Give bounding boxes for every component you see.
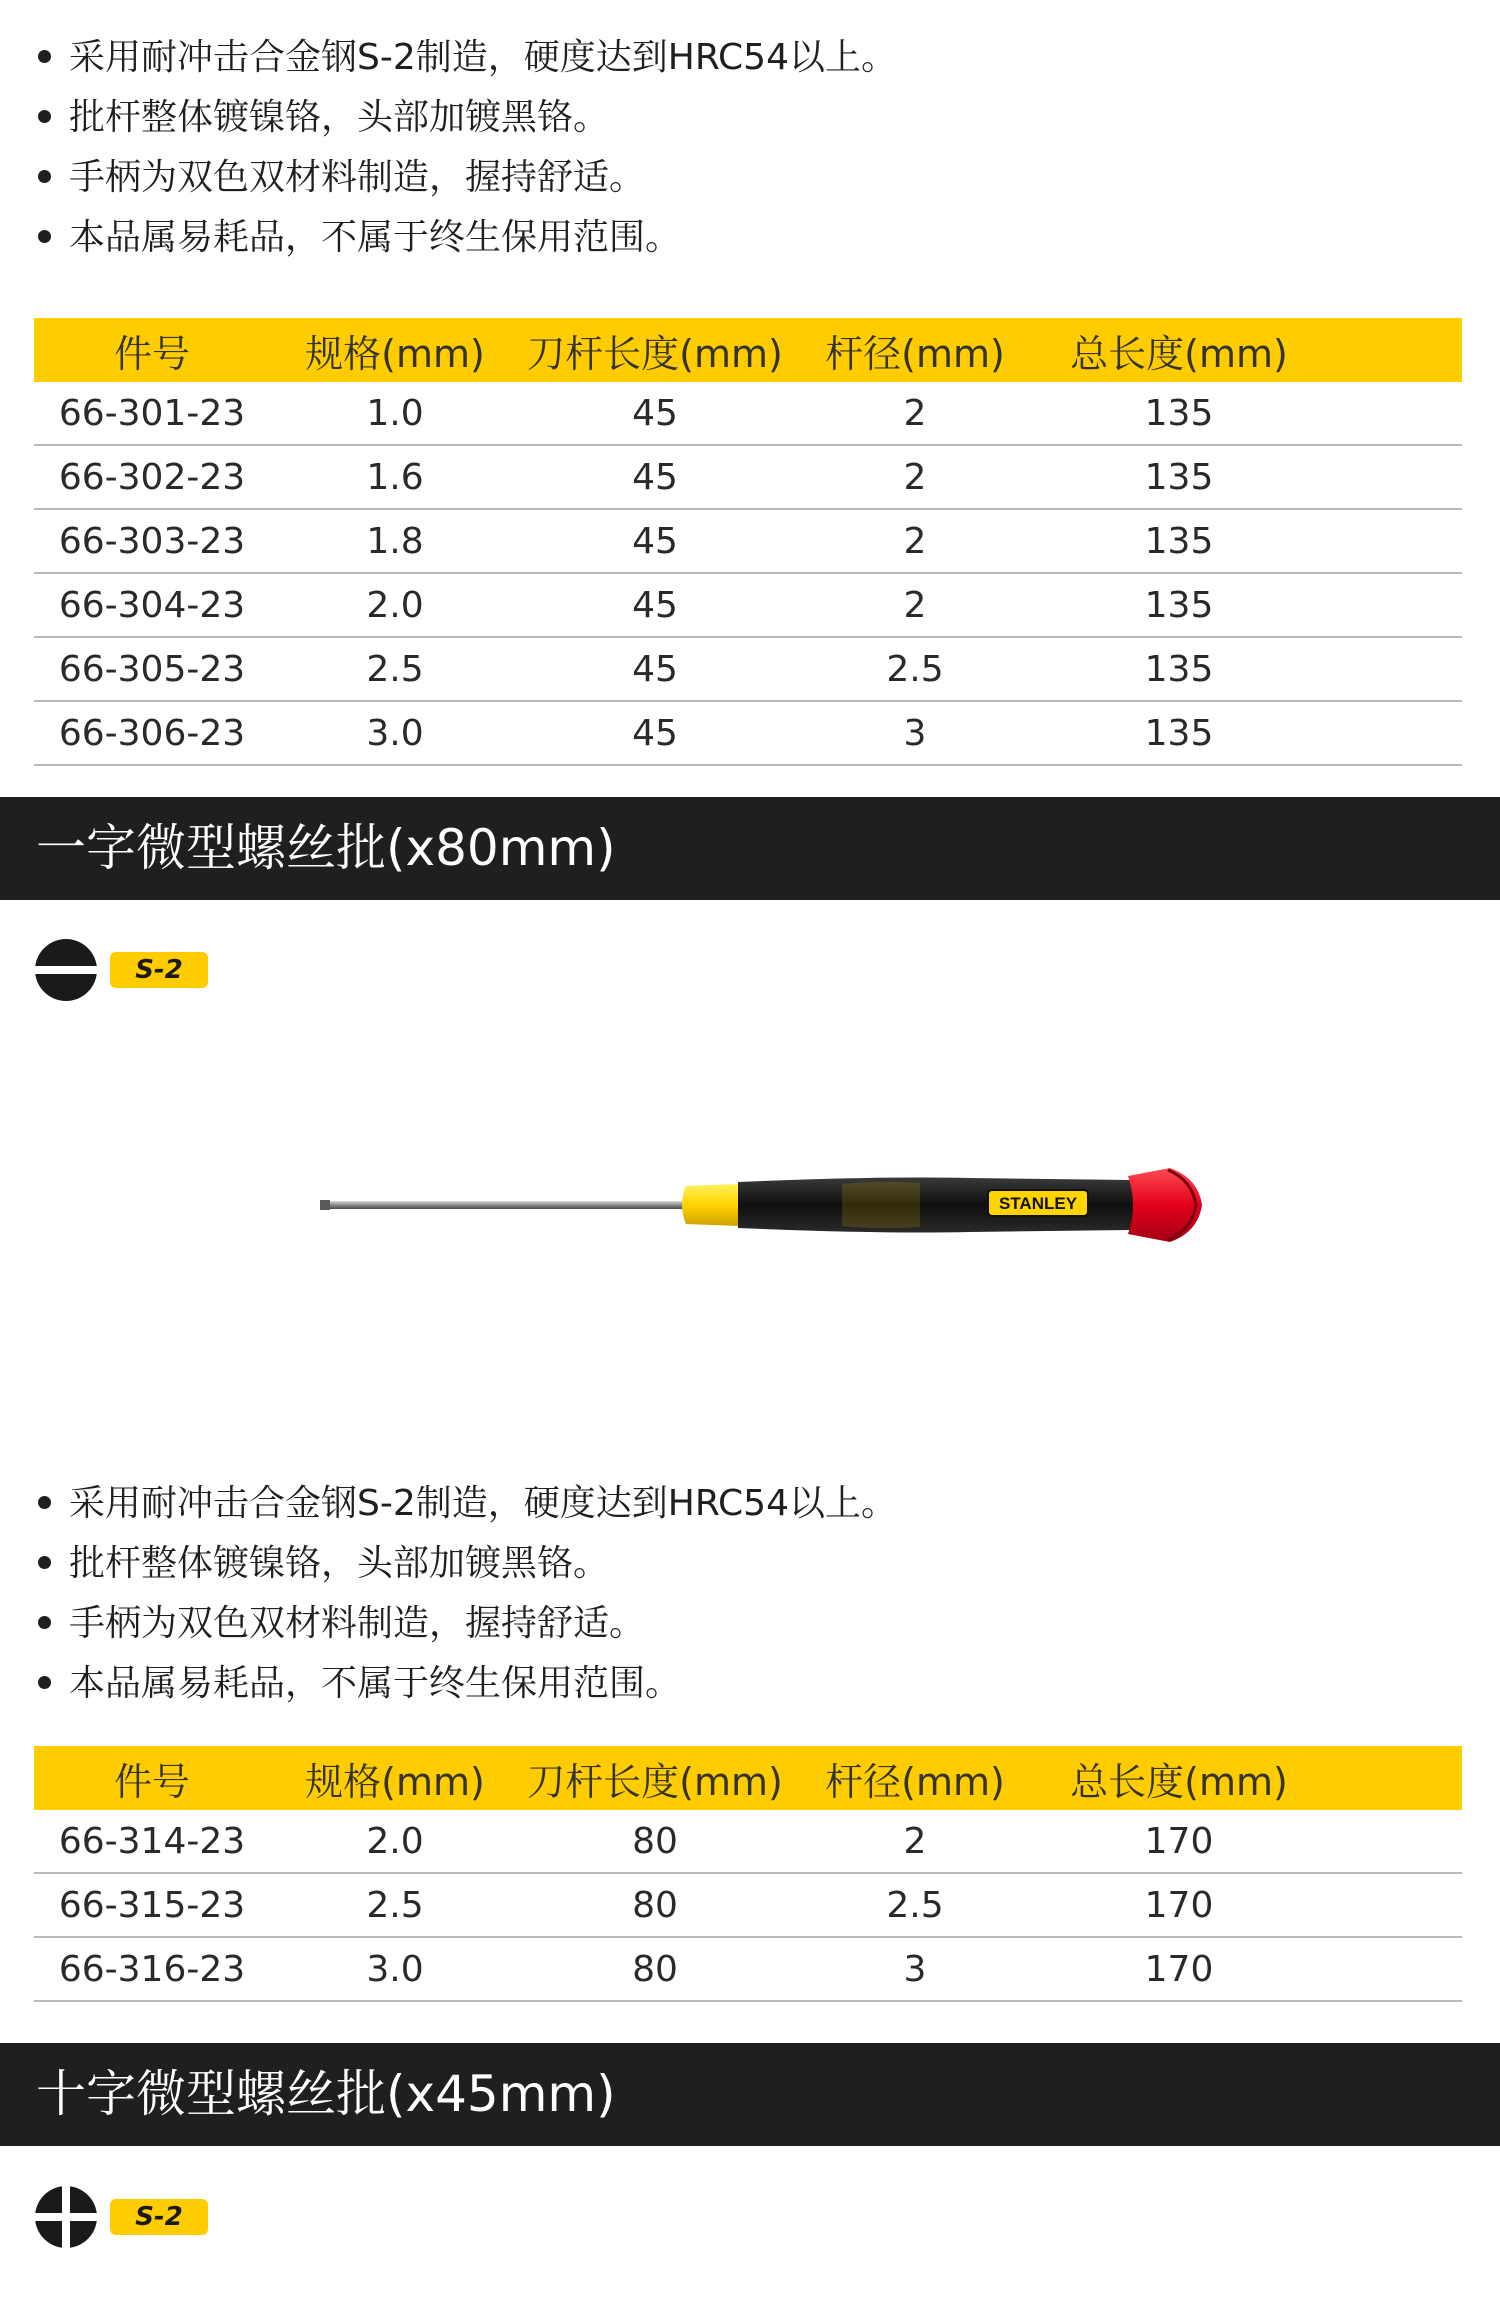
table-cell: 45 [632,648,678,690]
feature-text: 本品属易耗品，不属于终生保用范围。 [69,217,682,258]
header-cell: 杆径(mm) [825,1759,1005,1804]
table-row [34,382,1462,446]
table-cell: 135 [1144,456,1214,498]
table-row [34,638,1462,702]
table-cell: 3.0 [366,1948,424,1990]
table-cell: 3 [903,712,927,754]
tip-type-badge [34,2185,208,2249]
table-header [34,1746,1462,1810]
table-cell: 66-306-23 [58,712,246,754]
bullet-dot [38,1556,51,1569]
material-badge: S-2 [110,2199,208,2235]
table-cell: 2 [903,584,927,626]
header-cell: 件号 [113,1759,190,1804]
table-cell: 66-303-23 [58,520,246,562]
table-cell: 66-304-23 [58,584,246,626]
feature-list-2 [34,1474,897,1714]
brand-label: STANLEY [998,1194,1078,1213]
table-cell: 2 [903,456,927,498]
table-header [34,318,1462,382]
feature-text: 批杆整体镀镍铬，头部加镀黑铬。 [69,97,610,138]
table-cell: 2.0 [366,584,424,626]
bullet-dot [38,110,51,123]
header-cell: 总长度(mm) [1070,331,1288,376]
table-cell: 170 [1144,1820,1214,1862]
feature-text: 采用耐冲击合金钢S-2制造，硬度达到HRC54以上。 [69,1483,897,1524]
table-cell: 66-302-23 [58,456,246,498]
table-cell: 45 [632,712,678,754]
table-cell: 3.0 [366,712,424,754]
table-cell: 2.5 [886,1884,944,1926]
table-cell: 45 [632,456,678,498]
table-cell: 135 [1144,712,1214,754]
table-row [34,446,1462,510]
table-row [34,1938,1462,2002]
table-cell: 2.5 [366,648,424,690]
table-cell: 3 [903,1948,927,1990]
header-cell: 刀杆长度(mm) [527,1759,783,1804]
bullet-dot [38,1496,51,1509]
bullet-dot [38,1616,51,1629]
header-cell: 刀杆长度(mm) [527,331,783,376]
table-cell: 66-315-23 [58,1884,246,1926]
feature-text: 手柄为双色双材料制造，握持舒适。 [69,1603,646,1644]
table-cell: 1.0 [366,392,424,434]
table-cell: 66-314-23 [58,1820,246,1862]
table-cell: 135 [1144,392,1214,434]
table-row [34,574,1462,638]
feature-list-1 [34,28,897,268]
table-cell: 2 [903,520,927,562]
bullet-dot [38,1676,51,1689]
table-cell: 170 [1144,1948,1214,1990]
header-cell: 杆径(mm) [825,331,1005,376]
header-cell: 总长度(mm) [1070,1759,1288,1804]
table-cell: 1.8 [366,520,424,562]
table-cell: 66-301-23 [58,392,246,434]
table-cell: 80 [632,1884,678,1926]
table-row [34,1810,1462,1874]
table-row [34,1874,1462,1938]
table-cell: 45 [632,392,678,434]
header-cell: 规格(mm) [305,331,485,376]
table-cell: 45 [632,520,678,562]
table-cell: 2.5 [366,1884,424,1926]
tip-type-badge [34,938,208,1002]
table-cell: 170 [1144,1884,1214,1926]
header-cell: 规格(mm) [305,1759,485,1804]
feature-item [34,1534,897,1594]
table-cell: 2.0 [366,1820,424,1862]
table-cell: 80 [632,1948,678,1990]
table-cell: 135 [1144,520,1214,562]
table-cell: 80 [632,1820,678,1862]
table-cell: 1.6 [366,456,424,498]
spec-table-1 [34,318,1462,766]
screwdriver-illustration [320,1150,1240,1260]
table-row [34,702,1462,766]
header-cell: 件号 [113,331,190,376]
bullet-dot [38,50,51,63]
table-cell: 66-316-23 [58,1948,246,1990]
table-row [34,510,1462,574]
feature-text: 采用耐冲击合金钢S-2制造，硬度达到HRC54以上。 [69,37,897,78]
feature-text: 批杆整体镀镍铬，头部加镀黑铬。 [69,1543,610,1584]
feature-text: 手柄为双色双材料制造，握持舒适。 [69,157,646,198]
section-title-band: 一字微型螺丝批(x80mm) [0,797,1500,900]
feature-item [34,1474,897,1534]
product-image [320,1150,1240,1260]
feature-item [34,88,897,148]
table-cell: 2 [903,392,927,434]
feature-item [34,1594,897,1654]
section-title-band: 十字微型螺丝批(x45mm) [0,2043,1500,2146]
material-badge: S-2 [110,952,208,988]
table-cell: 135 [1144,584,1214,626]
bullet-dot [38,230,51,243]
feature-item [34,148,897,208]
feature-text: 本品属易耗品，不属于终生保用范围。 [69,1663,682,1704]
phillips-tip-icon [34,2185,98,2249]
table-cell: 2 [903,1820,927,1862]
bullet-dot [38,170,51,183]
table-cell: 2.5 [886,648,944,690]
spec-table-2 [34,1746,1462,2002]
table-cell: 66-305-23 [58,648,246,690]
feature-item [34,1654,897,1714]
feature-item [34,208,897,268]
table-cell: 45 [632,584,678,626]
slotted-tip-icon [34,938,98,1002]
table-cell: 135 [1144,648,1214,690]
feature-item [34,28,897,88]
